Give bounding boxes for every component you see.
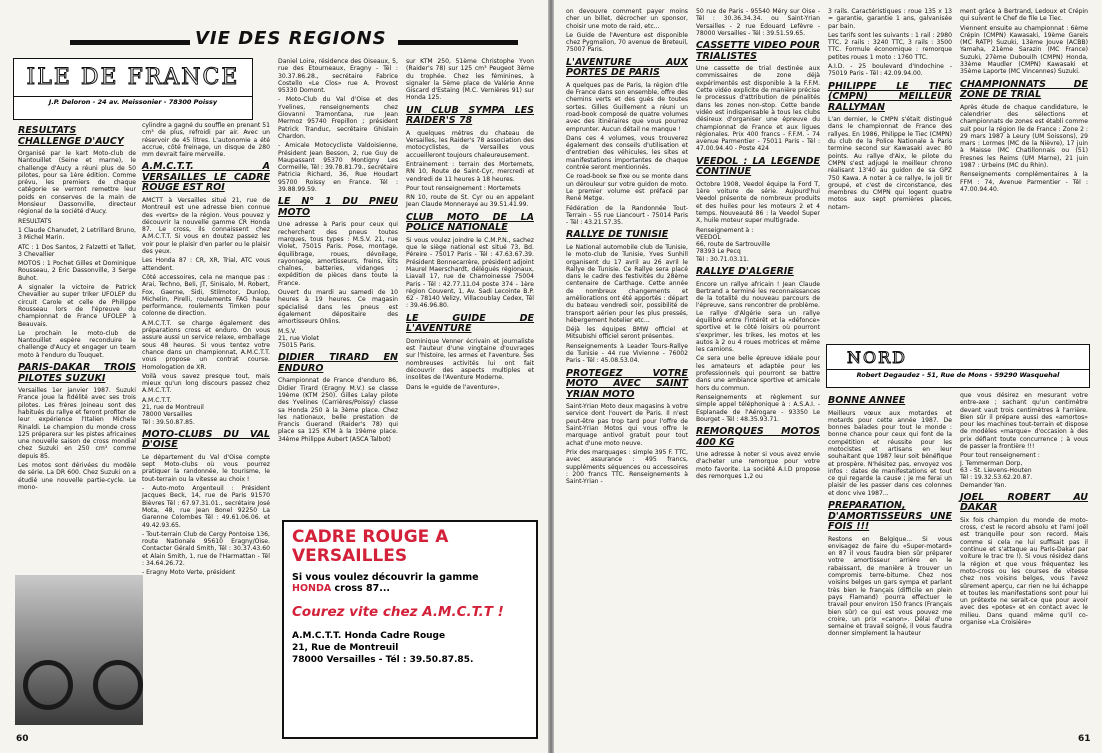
paragraph: 63 - St. Lievens-Houten	[960, 466, 1032, 474]
heading-le-tiec: PHILIPPE LE TIEC (CMPN) MEILLEUR RALLYMAN	[828, 80, 952, 113]
paragraph: Prix des marquages : simple 395 F. TTC, avec assurance : 495 francs, suppléments séquences ou accessoires : 200 francs TTC. Renseignements à Saint-Yrian -	[566, 448, 688, 486]
paragraph: Pour tout renseignement :	[960, 452, 1040, 460]
column-1	[566, 8, 688, 743]
paragraph: Les motos sont dérivées du modèle de série. La DR 600. Chez Suzuki on a étudié une nouvelle partie-cycle. Le mono-	[18, 461, 136, 491]
title-rule-left	[70, 40, 190, 45]
wheel-icon	[93, 660, 143, 710]
paragraph: M.S.V.	[278, 327, 297, 335]
paragraph: Dominique Venner écrivain et journaliste est l'auteur d'une vingtaine d'ouvrages sur l'histoire, les armes et l'aventure. Ses nombreuses activités lui ont fait découvrir des aspects multiples et insolites de l'Aventure Moderne.	[406, 337, 534, 382]
column-4	[960, 8, 1088, 338]
paragraph: A quelques pas de Paris, la région d'Ile de France dans son ensemble, offre des chemins verts et des gués de toutes sortes. Gilles Guillement a réuni un road-book composé de quatre volumes avec des itinéraires que vous pourrez emprunter. Aucun détail ne manque !	[566, 81, 688, 133]
paragraph: - Eragny Moto Verte, président	[142, 569, 236, 577]
heading-val-d-oise: MOTO-CLUBS DU VAL D'OISE	[142, 428, 270, 451]
column-1	[18, 122, 136, 491]
heading-joel-robert: JOEL ROBERT AU DAKAR	[960, 491, 1088, 514]
paragraph: sur KTM 250, 51ème Christophe Yvon (Raider's 78) sur 125 cm³ Peugeot 3ème du trophée. Chez les féminines, à signaler la 5ème place de Valérie Anne Giscard d'Estaing (M.C. Vernières 91) sur Honda 125.	[406, 58, 534, 102]
heading-cassette-video: CASSETTE VIDEO POUR TRIALISTES	[696, 40, 820, 62]
paragraph: Dans le «guide de l'aventure»,	[406, 383, 500, 391]
paragraph: A.M.C.T.T.	[142, 396, 172, 404]
paragraph: Encore un rallye africain ! Jean Claude Bertrand a terminé les reconnaissances de la totalité du nouveau parcours de l'épreuve, sans rencontrer de problème. Le rallye d'Algérie sera un rallye équilibré entre l'intérêt et la «défonce» sportive et le côté loisirs où pourront s'exprimer, les trikes, les motos et les autos à 2 ou 4 roues motrices et même les camions.	[696, 280, 820, 354]
paragraph: 50 rue de Paris - 95540 Méry sur Oise - Tél : 30.36.34.34. ou Saint-Yrian Versailles - 2 rue Edouard Lefèvre - 78000 Versailles - Tél : 39.51.59.65.	[696, 8, 820, 37]
nord-column-1	[828, 392, 952, 742]
page-number: 60	[16, 734, 29, 744]
heading-didier-tirard: DIDIER TIRARD EN ENDURO	[278, 352, 398, 374]
paragraph: Daniel Loire, résidence des Oiseaux, 5, rue des Etourneaux, Eragny - Tél : 30.37.86.28., secrétaire Fabrice Costello «Le Clos» rue A. Provost 95330 Domont.	[278, 58, 398, 95]
paragraph: Une cassette de trial destinée aux commissaires de zone déjà expérimentés est disponible à la F.F.M. Cette vidéo explicite de manière précise le processus d'attribution de pénalités dans les zones non-stop. Cette bande vidéo est indispensable à tous les clubs désireux d'organiser une épreuve du championnat de France et aux ligues régionales. Prix 400 francs - F.F.M. - 74 avenue Parmentier - 75011 Paris - Tél : 47.00.94.40 - Poste 424	[696, 65, 820, 153]
heading-rallye-algerie: RALLYE D'ALGERIE	[696, 266, 794, 278]
paragraph: AMCTT à Versailles situé 21, rue de Montreuil est une adresse bien connue des «verts» de la région. Vous pouvez y découvrir la nouvelle gamme CR Honda 87. Le cross, ils connaissent chez A.M.C.T.T. Si vous en doutez passez les voir pour le plaisir d'en parler ou le plaisir des yeux.	[142, 196, 270, 256]
advertisement-box	[282, 520, 538, 739]
paragraph: Voilà vous savez presque tout, mais mieux qu'un long discours passez chez A.M.C.T.T.	[142, 372, 270, 395]
paragraph: 1 Claude Chanudet, 2 Letrillard Bruno, 3 Michel Marin.	[18, 226, 136, 242]
title-rule-right	[398, 40, 518, 45]
column-4	[406, 58, 534, 513]
ad-call-to-action: Courez vite chez A.M.C.T.T !	[292, 604, 504, 620]
paragraph: 3 rails. Caractéristiques : roue 135 x 13 = garantie, garantie 1 ans, galvanisée par bain.	[828, 8, 952, 30]
paragraph: Le prochain le moto-club de Nantouillet espère reconduire le challenge d'Aucy et engager un team moto à l'enduro du Touquet.	[18, 329, 136, 359]
column-3	[278, 58, 398, 513]
region-name: ILE DE FRANCE	[26, 65, 240, 90]
paragraph: - Tout-terrain Club de Cergy Pontoise 136, route Nationale 95610 Eragny/Oise. Contacter Gérald Smith, Tél : 30.37.43.60 et Alain Smith, 1, rue de l'Harmattan - Tél : 34.64.26.72.	[142, 530, 270, 568]
paragraph: 78000 Versailles	[142, 411, 193, 419]
paragraph: Renseignement à :	[696, 226, 754, 234]
ad-headline: CADRE ROUGE A VERSAILLES	[292, 527, 449, 566]
heading-amctt: A.M.C.T.T. A VERSAILLES LE CADRE ROUGE EST ROI	[142, 161, 270, 194]
paragraph: Ce sera une belle épreuve idéale pour les amateurs et adaptée pour les professionnels qui pourront se battre dans une ambiance sportive et amicale hors du commun.	[696, 355, 820, 392]
ad-contact	[284, 620, 536, 666]
paragraph: Ce road-book se fixe ou se monte dans un dérouleur sur votre guidon de moto. Le premier volume est préfacé par René Metge.	[566, 173, 688, 203]
nord-column-2	[960, 392, 1088, 730]
wheel-icon	[23, 660, 73, 710]
column-2	[142, 122, 270, 742]
heading-championnats-trial: CHAMPIONNATS DE ZONE DE TRIAL	[960, 78, 1088, 101]
paragraph: on devouvre comment payer moins cher un billet, décrocher un sponsor, choisir une moto de raid, etc...	[566, 8, 688, 30]
region-address: J.P. Deloron - 24 av. Meissonier - 78300 Poissy	[14, 96, 252, 107]
paragraph: A signaler la victoire de Patrick Chevallier au super triker UFOLEP du circuit Carole et celle de Philippe Rousseau lors de l'épreuve du championnat de France UFOLEP à Beauvais.	[18, 284, 136, 328]
region-address: Robert Degaudez - 51, Rue de Mons - 59290 Wasquehal	[827, 369, 1089, 380]
paragraph: Côté accessoires, cela ne manque pas : Arai, Techno, Beli, JT, Sinisalo, M. Robert, Fox, Gaerne, Sidi, Stilmotor, Dunlop, Michelin, Pirelli, roulements FAG haute performance, roulements Timken pour colonne de direction.	[142, 273, 270, 318]
paragraph: A.I.D. - 25 boulevard d'Indochine - 75019 Paris - Tél : 42.09.94.00.	[828, 63, 952, 78]
paragraph: Saint-Yrian Moto deux magasins à votre service dont l'ouvert de Paris. Il n'est peut-être pas trop tard pour l'offre de Saint-Yrian Motos qui vous offre le marquage antivol gratuit pour tout achat d'une moto neuve.	[566, 403, 688, 447]
paragraph: Après étude de chaque candidature, le calendrier des sélections et championnats de zones est établi comme suit pour la région Ile de France : Zone 2 : 29 mars 1987 à Leury (UM Soissons), 29 mars : Lormes (MC de la Nièvre), 17 juin à Maisse (MC Chatillonnais ou (51) Fresnes les Reims (UM Marne), 21 juin 1987 : Urbeins (MC du Rhin).	[960, 103, 1088, 170]
paragraph: Tél : 39.50.87.85.	[142, 418, 195, 426]
heading-pneu-moto: LE N° 1 DU PNEU MOTO	[278, 196, 398, 218]
region-name: NORD	[847, 348, 907, 367]
paragraph: Déjà les équipes BMW officiel et Mitsubishi officiel seront présentes.	[566, 326, 688, 341]
paragraph: Ouvert du mardi au samedi de 10 heures à 19 heures. Ce magasin spécialisé dans les pneus est également dépositaire des amortisseurs Ohlins.	[278, 289, 398, 326]
paragraph: Tél : 30.71.03.11.	[696, 255, 749, 263]
paragraph: Six fois champion du monde de moto-cross, c'est le record absolu et l'ami Joël est tranquille pour son record. Mais comme si cela ne lui suffisait pas il continue et s'attaque au Paris-Dakar par voiture le trac tre !). Si vous résidez dans la région et que vous fréquentez les moto-cross ou les courses de vitesse chez nos voisins belges, vous l'avez sûrement aperçu, car rien ne lui échappe et toutes les manifestations sont pour lui un prétexte ne serait-ce que pour avoir avec des «potes» et en contact avec le milieu. Dans quand même qu'il co-organise «La Croisière»	[960, 516, 1088, 627]
paragraph: A quelques mètres du chateau de Versailles, les Raider's 78 association des motocyclistes, de Versailles vous accueilleront toujours chaleureusement.	[406, 129, 534, 159]
paragraph: Renseignements et règlement sur simple appel téléphonique à : A.S.A.I. - Esplanade de l'Aérogare - 93350 Le Bourget - Tél : 48.35.93.71.	[696, 393, 820, 423]
paragraph: 21, rue de Montreuil	[142, 404, 204, 411]
paragraph: 21, rue Violet	[278, 334, 319, 342]
paragraph: Demander Yan.	[960, 481, 1007, 489]
paragraph: Octobre 1908, Veedol équipe la Ford T, 1ère voiture de série. Aujourd'hui Veedol présente de nombreux produits et des huiles pour les moteurs 2 et 4 temps. Nouveauté 86 : la Veedol Super X, huile moteur super multigrade.	[696, 180, 820, 225]
paragraph: - Moto-Club du Val d'Oise et des Yvelines, renseignements chez Giovanni Tramontana, rue Jean Mermoz 95740 Frepillon ; président Patrick Tranduc, secrétaire Ghislain Chardon.	[278, 96, 398, 140]
ad-shop-name: A.M.C.T.T. Honda Cadre Rouge	[292, 631, 446, 641]
paragraph: Une adresse à Paris pour ceux qui recherchent des pneus toutes marques, tous types : M.S.V. 21, rue Violet, 75015 Paris. Pose, montage, équilibrage, roues, dévoilage, rayonnage, amortisseurs, freins, kits chaînes, batteries, vidanges ; expédition de pièces dans toute la France.	[278, 221, 398, 287]
ad-shop-street: 21, Rue de Montreuil	[292, 643, 399, 653]
paragraph: Restons en Belgique... Si vous envisagez de faire du «Super-motard» en 87 il vous faudra bien sûr préparer votre amortisseur arrière en le rabaissant, de manière à trouver un compromis terre-bitume. Chez nos voisins belges un gars sympa et parlant très bien le français (difficile en plein pays Flamand) pourra effectuer le travail pour environ 150 francs (Français bien sûr) ce qui est vous pouvez me croire, un prix «canon». Délai d'une semaine et travail soigné, il vous faudra donner simplement la hauteur	[828, 535, 952, 638]
honda-brand: HONDA	[292, 583, 332, 594]
paragraph: Versailles 1er janvier 1987. Suzuki France joue la fidélité avec ses trois pilotes. Les frères Joineau sont des habitués du rallye et feront profiter de leur expérience l'Italien Michele Rinaldi. Le champion du monde cross 125 préparera sur les pistes africaines une nouvelle saison de cross mondial chez Suzuki en 250 cm³ comme depuis 85.	[18, 387, 136, 460]
paragraph: RESULTATS	[18, 217, 52, 225]
paragraph: Organisé par le kart Moto-club de Nantouillet (Seine et marne), le challenge d'Aucy a réuni plus de 50 pilotes, pour sa 1ère édition. Comme prévu, les premiers de chaque catégorie se verront remettre leur poids en conserves de la main de Monsieur Dassonville, directeur régional de la société d'Aucy.	[18, 150, 136, 216]
paragraph: Les tarifs sont les suivants : 1 rail : 2980 TTC, 2 rails : 3240 TTC, 3 rails : 3500 TTC. Formule économique : remorque petites roues 1 moto : 1760 TTC.	[828, 31, 952, 61]
ad-subline-text: Si vous voulez découvrir la gamme	[292, 572, 479, 583]
column-3	[828, 8, 952, 338]
paragraph: Le Guide de l'Aventure est disponible chez Pygmalion, 70 avenue de Breteuil, 75007 Paris.	[566, 31, 688, 54]
motorcycle-photo	[15, 575, 143, 725]
paragraph: RN 10, route de St. Cyr ou en appelant Jean Claude Monneraye au 39.51.41.99.	[406, 194, 534, 209]
paragraph: que vous désirez en mesurant votre entre-axe ; sachant qu'un centimètre devant vaut trois centimètres à l'arrière. Bien sûr il prépare aussi des «amortos» pour les machines tout-terrain et dispose de modèles «marque» d'occasion à des prix défiant toute concurrence ; à vous de passer la frontière !!!	[960, 392, 1088, 451]
heading-veedol: VEEDOL : LA LEGENDE CONTINUE	[696, 155, 820, 178]
paragraph: Renseignements à Leader Tours-Rallye de Tunisie - 44 rue Vivienne - 76002 Paris - Tél : 45.08.53.04.	[566, 342, 688, 365]
heading-police: CLUB MOTO DE LA POLICE NATIONALE	[406, 211, 534, 234]
paragraph: Une adresse à noter si vous avez envie d'acheter une remorque pour votre moto favorite. La société A.I.D propose des remorques 1,2 ou	[696, 451, 820, 481]
paragraph: Meilleurs vœux aux motardes et motards pour cette année 1987. De bonnes balades pour tout le monde : bonne chance pour ceux qui font de la compétition et réussite pour les motocistes et artisans en leur souhaitant que 1987 leur soit bénéfique et prospère. N'hésitez pas, envoyez vos infos : dates de manifestations et tout ce qui regarde la cause ; je me ferai un plaisir de les passer dans ces colonnes et donc vive 1987...	[828, 409, 952, 497]
right-page	[554, 0, 1102, 753]
paragraph: - Amicale Motocycliste Valdoisienne, Président Jean Besson, 2, rue Guy de Maupassant 95370 Montigny Les Cormeille, Tél : 39.78.81.79., secrétaire Patricia Richard, 36, Rue Houdart 95700 Roissy en France. Tél : 39.88.99.59.	[278, 142, 398, 194]
heading-aventure-portes: L'AVENTURE AUX PORTES DE PARIS	[566, 56, 688, 79]
paragraph: J. Temmerman Dorp,	[960, 459, 1023, 467]
section-title: VIE DES REGIONS	[195, 28, 387, 49]
heading-preparation: PREPARATION, D'AMORTISSEURS UNE FOIS !!!	[828, 500, 952, 533]
ad-subline-range: cross 87...	[334, 583, 391, 594]
page-number: 61	[1078, 734, 1091, 744]
heading-resultats: RESULTATS CHALLENGE D'AUCY	[18, 125, 124, 147]
paragraph: Le National automobile club de Tunisie, le moto-club de Tunisie, Yves Sunhill organisent du 17 avril au 26 avril le Rallye de Tunisie. Ce Rallye sera placé dans le cadre des festivités du 28ème centenaire de Carthage. Cette année de nombreux changements et améliorations ont été apportés : départ du bateau vendredi soir, possibilité de transport aérien pour les plus pressés, hébergement hotelier etc...	[566, 243, 688, 324]
ad-subline	[284, 566, 536, 594]
region-box-nord	[826, 344, 1090, 388]
paragraph: Championnat de France d'enduro 86, Didier Tirard (Eragny M.V.) se classe 19ème (KTM 250). Gilles Lalay pilote des Yvelines (Carrières/Poissy) classe sa Honda 250 à la 3ème place. Chez les nationaux, belle prestation de Francis Guerand (Raider's 78) qui place sa 125 KTM à la 19ème place. 34ème Philippe Aubert (ASCA Talbot)	[278, 377, 398, 443]
paragraph: Tél : 19.32.53.62.20.87.	[960, 474, 1033, 482]
heading-rallye-tunisie: RALLYE DE TUNISIE	[566, 229, 669, 241]
paragraph: 78393 Le Pecq	[696, 248, 741, 256]
heading-guide-aventure: LE GUIDE DE L'AVENTURE	[406, 312, 534, 335]
paragraph: Pour tout renseignement : Mortemets	[406, 184, 521, 192]
left-page	[0, 0, 548, 753]
paragraph: ATC : 1 Dos Santos, 2 Falzetti et Tallet, 3 Chevallier	[18, 243, 136, 258]
paragraph: L'an dernier, le CMPN s'était distingué dans le championnat de France des rallyes. En 1986, Philippe le Tiec (CMPN) du club de la Police Nationale à Paris termine second sur Kawasaki avec 80 points. Au rallye d'Aix, le pilote du CMPN s'est adjugé le meilleur chrono réalisant 13'40 au guidon de sa GPZ 750 Kawa. A noter à ce rallye, le joli tir groupé, et c'est de circonstance, des membres du CMPN qui logent quatre motos aux sept premières places, notam-	[828, 116, 952, 211]
column-2	[696, 8, 820, 743]
heading-saint-yrian: PROTEGEZ VOTRE MOTO AVEC SAINT YRIAN MOTO	[566, 367, 688, 400]
paragraph: Le département du Val d'Oise compte sept Moto-clubs où vous pourrez pratiquer la randonnée, le tourisme, le tout-terrain ou la vitesse au choix !	[142, 453, 270, 483]
paragraph: 66, route de Sartrouville	[696, 241, 771, 249]
paragraph: MOTOS : 1 Pochet Gilles et Dominique Rousseau, 2 Eric Dassonville, 3 Serge Buhot.	[18, 260, 136, 282]
paragraph: - Auto-moto Argenteuil : Président Jacques Beck, 14, rue de Paris 91570 Bièvres Tél : 67.97.31.01., secrétaire José Mota, 48, rue Jean Bonel 92250 La Garenne Colombes Tél : 49.61.06.06. et 49.42.93.65.	[142, 485, 270, 529]
region-box-ile-de-france	[13, 58, 253, 120]
heading-raiders: UN CLUB SYMPA LES RAIDER'S 78	[406, 104, 534, 127]
ad-shop-city: 78000 Versailles - Tél : 39.50.87.85.	[292, 655, 474, 665]
paragraph: Renseignements complémentaires à la FFM : 74, Avenue Parmentier - Tél : 47.00.94.40.	[960, 171, 1088, 193]
paragraph: Si vous voulez joindre le C.M.P.N., sachez que le siège national est situé 73, Bd. Péreire - 75017 Paris - Tél : 47.63.67.39. Président Bonnecarrère, président adjoint Maurel Maerschardt, délégués régionaux, Liavall 17, rue de Chamoinesse 75004 Paris - Tél : 42.77.11.04 poste 374 - 1ère région Couvent, 1, Av. Sadi Lecointe B.P. 62 - 78140 Velizy, Villacoublay Cedex, Tél : 39.46.96.80.	[406, 236, 534, 310]
paragraph: A.M.C.T.T. se charge également des préparations cross et enduro. On vous assure aussi un service relaxe, emballage sous 48 heures. Si vous tentez votre chance dans un championnat, A.M.C.T.T. vous propose un contrat course. Homologation de XR.	[142, 319, 270, 371]
paragraph: cylindre a gagné du souffle en prenant 51 cm³ de plus, refroidi par air. Avec un réservoir de 45 litres. L'autonomie a été accrue, côté freinage, un disque de 280 mm devrait faire merveille.	[142, 122, 270, 159]
heading-paris-dakar: PARIS-DAKAR TROIS PILOTES SUZUKI	[18, 362, 136, 384]
paragraph: 75015 Paris.	[278, 342, 316, 350]
paragraph: Entrainement : terrain des Mortemets, RN 10, Route de Saint-Cyr, mercredi et vendredi de 11 heures à 18 heures.	[406, 160, 534, 183]
paragraph: ment grâce à Bertrand, Ledoux et Crépin qui suivent le Chef de file Le Tiec.	[960, 8, 1088, 23]
paragraph: Viennent ensuite au championnat : 6ème Crépin (CMPN) Kawasaki, 19ème Gareis (MC RATP) Suzuki, 13ème Jouve (ACBB) Yamaha, 21ème Sarazin (MC France) Suzuki, 27ème Dubouilh (CMPN) Honda, 33ème Maudler (CMPN) Kawasaki et 35ème Laporte (MC Vincennes) Suzuki.	[960, 24, 1088, 76]
heading-bonne-annee: BONNE ANNEE	[828, 395, 906, 406]
paragraph: Fédération de la Randonnée Tout-Terrain - 55 rue Liancourt - 75014 Paris - Tél : 43.21.57.35.	[566, 204, 688, 227]
paragraph: Les Honda 87 : CR, XR, Trial, ATC vous attendent.	[142, 257, 270, 272]
paragraph: Dans ces 4 volumes, vous trouverez également des conseils d'utilisation et d'entretien des véhicules, les sites et manifestations importantes de chaque contrée seront mentionnés.	[566, 134, 688, 172]
heading-remorques: REMORQUES MOTOS 400 KG	[696, 426, 820, 448]
paragraph: VEEDOL	[696, 233, 721, 241]
